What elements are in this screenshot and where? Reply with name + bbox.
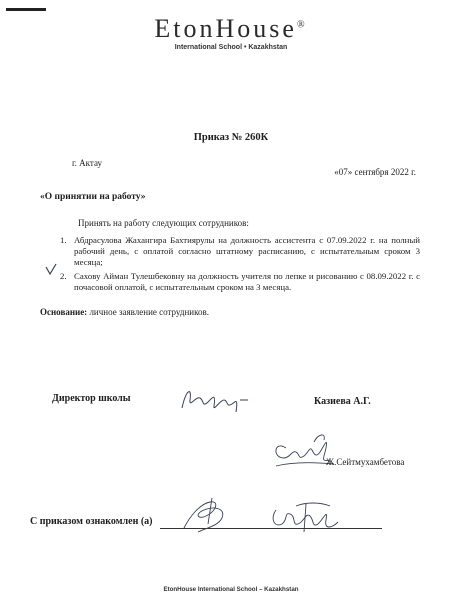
logo-registered-mark: ® bbox=[296, 19, 308, 31]
employee-signature bbox=[266, 498, 342, 536]
checkmark-icon bbox=[44, 262, 58, 276]
hr-name: Ж.Сейтмухамбетова bbox=[326, 457, 405, 467]
acknowledgment-label: С приказом ознакомлен (а) bbox=[30, 516, 153, 527]
school-logo bbox=[0, 14, 462, 44]
list-item-text: Абдрасулова Жахангира Бахтиярулы на должность ассистента с 07.09.2022 г. на полный рабочий день, с оплатой согласно штатному расписанию, с испытательным сроком 3 месяца; bbox=[74, 235, 420, 268]
list-item-number: 2. bbox=[60, 271, 67, 281]
logo-name: EtonHouse bbox=[154, 14, 297, 43]
basis-label: Основание: bbox=[40, 307, 88, 317]
list-item-text: Сахову Айман Тулешбековну на должность учителя по лепке и рисованию с 08.09.2022 г. с почасовой оплатой, с испытательным сроком на 3 месяца. bbox=[74, 271, 420, 293]
director-name: Казиева А.Г. bbox=[314, 396, 371, 407]
page-footer: EtonHouse International School – Kazakhstan bbox=[163, 586, 299, 593]
list-item-number: 1. bbox=[60, 235, 67, 245]
order-date: «07» сентября 2022 г. bbox=[334, 167, 416, 177]
logo-subtitle: International School • Kazakhstan bbox=[174, 44, 288, 51]
order-subject: «О принятии на работу» bbox=[40, 192, 146, 202]
scan-mark bbox=[6, 8, 46, 11]
order-title: Приказ № 260К bbox=[193, 132, 269, 143]
basis-text: личное заявление сотрудников. bbox=[87, 307, 209, 317]
list-item bbox=[60, 271, 420, 297]
order-city: г. Актау bbox=[72, 158, 103, 168]
director-label: Директор школы bbox=[52, 393, 131, 404]
order-intro: Принять на работу следующих сотрудников: bbox=[78, 218, 249, 228]
director-signature bbox=[176, 382, 256, 418]
employee-signature bbox=[176, 494, 236, 536]
order-basis bbox=[40, 307, 209, 317]
list-item bbox=[60, 235, 420, 271]
